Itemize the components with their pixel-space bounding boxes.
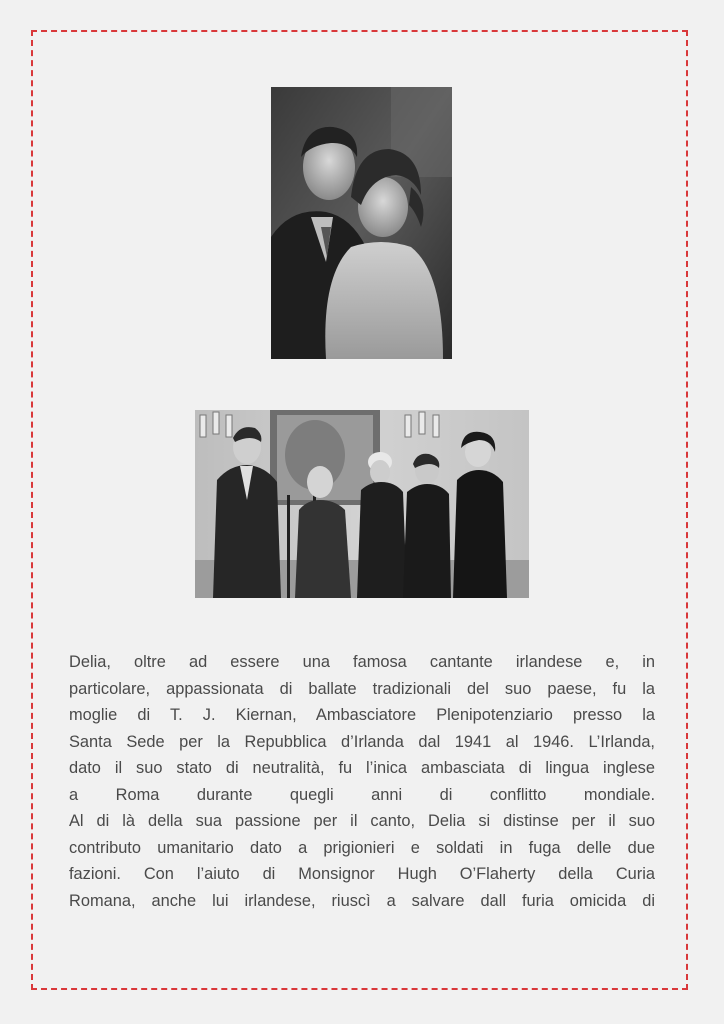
couple-portrait-photo: [271, 87, 452, 359]
text-line: fazioni. Con l’aiuto di Monsignor Hugh O’Flaherty della Curia: [69, 865, 655, 883]
text-line: moglie di T. J. Kiernan, Ambasciatore Plenipotenziario presso la: [69, 706, 655, 724]
group-photo: [195, 410, 529, 598]
text-line: Delia, oltre ad essere una famosa cantante irlandese e, in: [69, 653, 655, 671]
text-line: Al di là della sua passione per il canto, Delia si distinse per il suo: [69, 812, 655, 830]
body-paragraph: [69, 649, 655, 914]
text-line: dato il suo stato di neutralità, fu l’inica ambasciata di lingua inglese: [69, 759, 655, 777]
text-line: Santa Sede per la Repubblica d’Irlanda dal 1941 al 1946. L’Irlanda,: [69, 732, 655, 751]
text-line: Romana, anche lui irlandese, riuscì a salvare dall furia omicida di: [69, 891, 655, 910]
photo-icon: [195, 410, 529, 598]
text-line: a Roma durante quegli anni di conflitto mondiale.: [69, 785, 655, 804]
text-line: contributo umanitario dato a prigionieri e soldati in fuga delle due: [69, 838, 655, 857]
photo-icon: [271, 87, 452, 359]
text-line: particolare, appassionata di ballate tradizionali del suo paese, fu la: [69, 679, 655, 698]
